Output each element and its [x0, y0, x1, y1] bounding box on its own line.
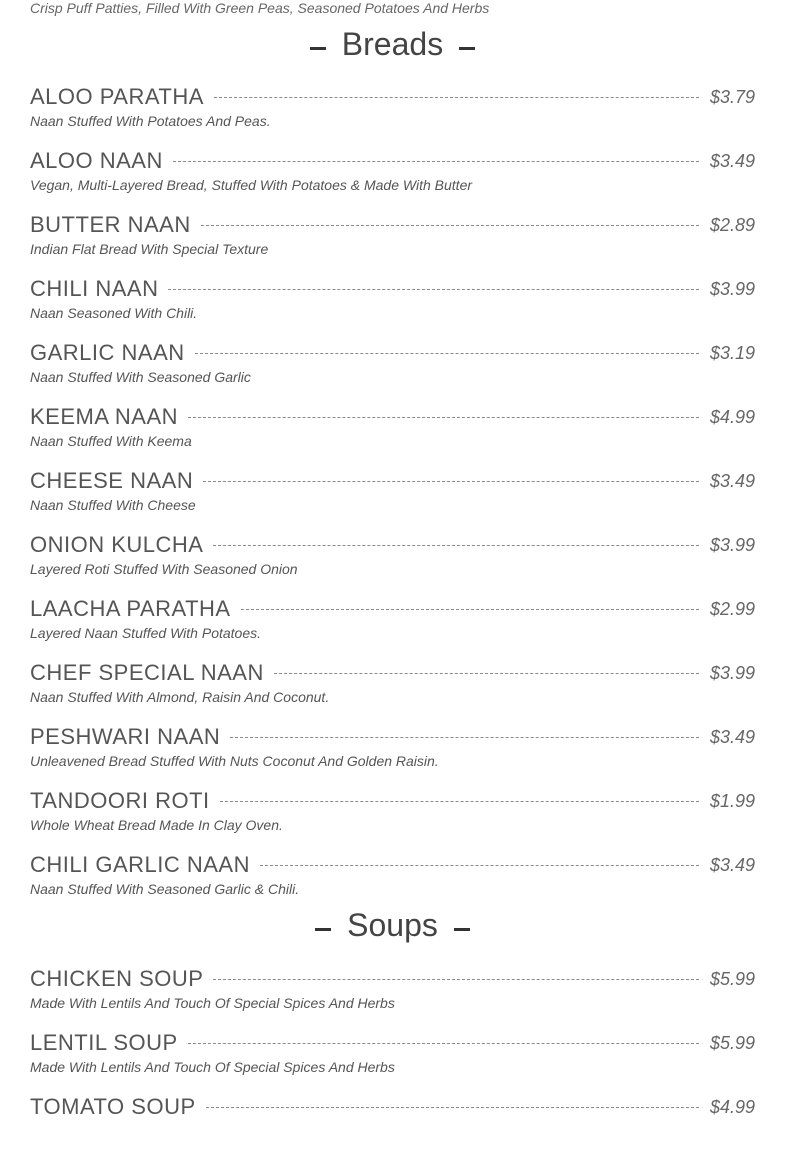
dotted-leader: [260, 865, 699, 866]
item-description: Naan Stuffed With Potatoes And Peas.: [30, 113, 271, 129]
dotted-leader: [188, 417, 699, 418]
item-name: CHEESE NAAN: [30, 468, 194, 493]
item-description: Naan Stuffed With Cheese: [30, 497, 196, 513]
item-price: $3.99: [709, 278, 755, 299]
heading-dash-left: [315, 928, 331, 931]
menu-item-row: [30, 851, 755, 879]
item-name: CHEF SPECIAL NAAN: [30, 660, 264, 685]
item-description: Made With Lentils And Touch Of Special Spices And Herbs: [30, 995, 395, 1011]
menu-item-row: [30, 83, 755, 111]
item-price: $5.99: [709, 1032, 755, 1053]
menu-item-row: [30, 1093, 755, 1121]
item-price: $2.99: [709, 598, 755, 619]
item-price: $3.99: [709, 662, 755, 683]
menu-item: [30, 83, 755, 143]
item-price: $1.99: [709, 790, 755, 811]
item-price: $4.99: [709, 1096, 755, 1117]
item-price: $3.79: [709, 86, 755, 107]
item-price: $3.19: [709, 342, 755, 363]
menu-item: [30, 147, 755, 207]
heading-dash-left: [310, 47, 326, 50]
item-name: CHILI NAAN: [30, 276, 159, 301]
menu-item: [30, 403, 755, 463]
section-title: Breads: [341, 26, 444, 62]
menu-item-row: [30, 339, 755, 367]
dotted-leader: [214, 97, 699, 98]
item-price: $2.89: [709, 214, 755, 235]
menu-item-row: [30, 403, 755, 431]
menu-item-row: [30, 595, 755, 623]
menu-item-row: [30, 275, 755, 303]
item-name: LENTIL SOUP: [30, 1030, 178, 1055]
item-description: Vegan, Multi-Layered Bread, Stuffed With Potatoes & Made With Butter: [30, 177, 473, 193]
menu-item-row: [30, 659, 755, 687]
menu-item: [30, 723, 755, 783]
item-name: KEEMA NAAN: [30, 404, 179, 429]
item-description: Unleavened Bread Stuffed With Nuts Coconut And Golden Raisin.: [30, 753, 439, 769]
item-description: Naan Stuffed With Seasoned Garlic: [30, 369, 251, 385]
item-description: Indian Flat Bread With Special Texture: [30, 241, 269, 257]
dotted-leader: [274, 673, 699, 674]
menu-item: [30, 851, 755, 911]
item-description: Whole Wheat Bread Made In Clay Oven.: [30, 817, 283, 833]
item-description: Crisp Puff Patties, Filled With Green Peas, Seasoned Potatoes And Herbs: [30, 0, 490, 16]
item-name: ALOO NAAN: [30, 148, 163, 173]
item-price: $3.49: [709, 854, 755, 875]
item-description: Made With Lentils And Touch Of Special Spices And Herbs: [30, 1059, 395, 1075]
menu-item: [30, 787, 755, 847]
menu-item: [30, 275, 755, 335]
item-description: Naan Stuffed With Keema: [30, 433, 192, 449]
dotted-leader: [213, 545, 698, 546]
dotted-leader: [220, 801, 699, 802]
item-description: Naan Stuffed With Almond, Raisin And Coconut.: [30, 689, 330, 705]
menu-item: [30, 595, 755, 655]
menu-item-row: [30, 965, 755, 993]
menu-item: [30, 339, 755, 399]
menu-item-row: [30, 467, 755, 495]
item-name: CHILI GARLIC NAAN: [30, 852, 250, 877]
menu-item: [30, 211, 755, 271]
item-price: $4.99: [709, 406, 755, 427]
menu-item-row: [30, 147, 755, 175]
menu-item-row: [30, 723, 755, 751]
dotted-leader: [230, 737, 699, 738]
item-description: Layered Naan Stuffed With Potatoes.: [30, 625, 262, 641]
menu-item-row: [30, 787, 755, 815]
dotted-leader: [241, 609, 699, 610]
menu-item-row: [30, 211, 755, 239]
dotted-leader: [188, 1043, 699, 1044]
dotted-leader: [201, 225, 699, 226]
item-price: $3.49: [709, 150, 755, 171]
item-description: Naan Stuffed With Seasoned Garlic & Chili.: [30, 881, 300, 897]
item-price: $3.49: [709, 726, 755, 747]
item-name: LAACHA PARATHA: [30, 596, 231, 621]
item-description: Naan Seasoned With Chili.: [30, 305, 198, 321]
item-description: Layered Roti Stuffed With Seasoned Onion: [30, 561, 298, 577]
dotted-leader: [213, 979, 698, 980]
section-heading-soups: [0, 905, 785, 945]
item-price: $3.99: [709, 534, 755, 555]
dotted-leader: [168, 289, 698, 290]
menu-item: [30, 965, 755, 1025]
section-title: Soups: [347, 907, 438, 943]
heading-dash-right: [454, 928, 470, 931]
menu-item: [30, 659, 755, 719]
item-price: $5.99: [709, 968, 755, 989]
menu-item: [30, 467, 755, 527]
dotted-leader: [206, 1107, 699, 1108]
section-heading-breads: [0, 24, 785, 64]
item-name: BUTTER NAAN: [30, 212, 191, 237]
item-name: PESHWARI NAAN: [30, 724, 221, 749]
item-name: GARLIC NAAN: [30, 340, 185, 365]
item-price: $3.49: [709, 470, 755, 491]
item-name: CHICKEN SOUP: [30, 966, 204, 991]
item-name: ONION KULCHA: [30, 532, 204, 557]
item-name: TANDOORI ROTI: [30, 788, 210, 813]
heading-dash-right: [459, 47, 475, 50]
dotted-leader: [195, 353, 699, 354]
item-name: ALOO PARATHA: [30, 84, 204, 109]
menu-item-row: [30, 531, 755, 559]
dotted-leader: [173, 161, 699, 162]
menu-item-row: [30, 1029, 755, 1057]
menu-item: [30, 1029, 755, 1089]
item-name: TOMATO SOUP: [30, 1094, 196, 1119]
dotted-leader: [203, 481, 699, 482]
menu-item: [30, 1093, 755, 1153]
menu-item: [30, 531, 755, 591]
